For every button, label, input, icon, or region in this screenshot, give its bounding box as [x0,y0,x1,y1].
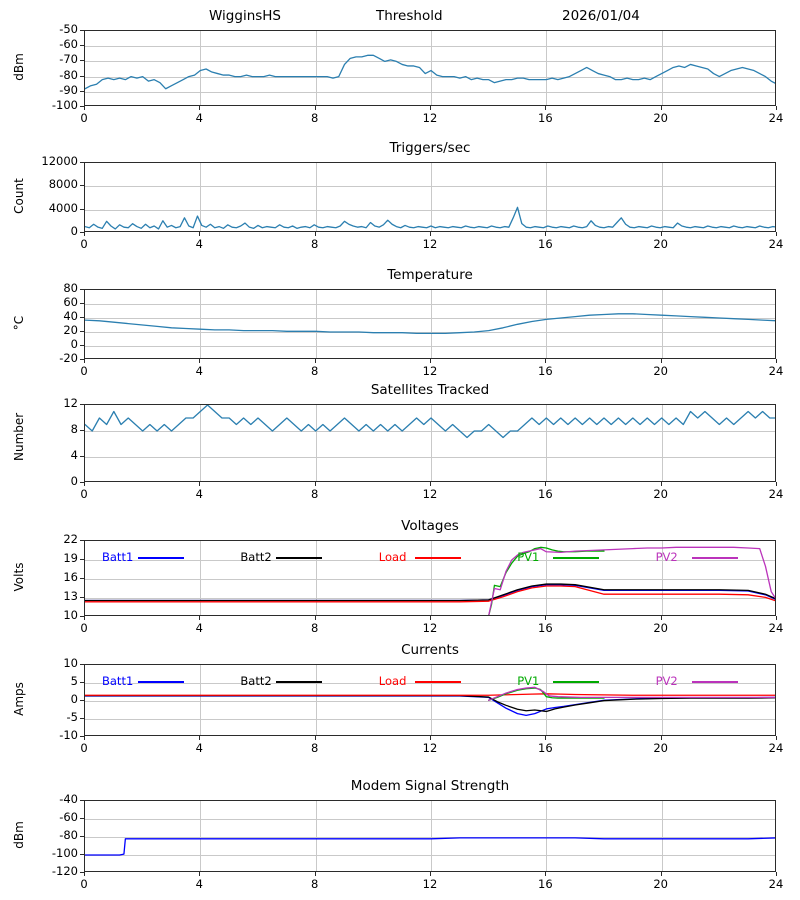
y-axis-label: Number [12,412,26,461]
y-tick-mark [80,718,84,719]
series-line [85,405,776,438]
x-tick-mark [661,482,662,486]
x-tick-mark [315,736,316,740]
x-tick-mark [84,106,85,110]
y-tick-label: -20 [59,351,78,365]
panel-title-5: Currents [401,642,459,658]
y-tick-label: 13 [63,589,78,603]
x-tick-mark [661,359,662,363]
data-series-layer [85,405,776,482]
x-tick-label: 16 [538,487,553,501]
legend-swatch-pv1 [553,681,599,683]
x-tick-label: 12 [422,741,438,755]
y-tick-label: 12000 [41,154,78,168]
x-tick-label: 16 [538,364,553,378]
x-tick-label: 0 [80,237,88,251]
x-tick-mark [545,232,546,236]
y-tick-mark [80,700,84,701]
x-tick-mark [315,482,316,486]
x-tick-label: 16 [538,237,553,251]
y-tick-label: -60 [59,37,78,52]
legend-swatch-load [415,557,461,559]
x-tick-mark [84,359,85,363]
series-line [85,314,776,334]
x-tick-label: 4 [195,364,203,378]
y-tick-mark [80,456,84,457]
x-tick-label: 8 [310,364,319,378]
x-tick-mark [199,736,200,740]
x-tick-mark [315,872,316,876]
y-tick-mark [80,303,84,304]
x-tick-mark [315,106,316,110]
y-tick-label: 8000 [48,177,78,192]
x-tick-mark [430,359,431,363]
y-tick-mark [80,30,84,31]
y-tick-mark [80,836,84,837]
x-tick-mark [776,232,777,236]
y-tick-label: -5 [66,710,78,724]
panel-title-4: Voltages [401,518,459,534]
x-tick-label: 16 [538,111,553,125]
x-tick-mark [430,106,431,110]
y-tick-label: -80 [59,828,78,842]
x-tick-mark [315,616,316,620]
panel-title-6: Modem Signal Strength [350,778,510,794]
x-tick-label: 16 [538,621,553,635]
plot-area-threshold [84,30,776,106]
legend-swatch-pv2 [692,681,738,683]
y-tick-mark [80,209,84,210]
x-tick-mark [84,616,85,620]
x-tick-mark [199,482,200,486]
x-tick-label: 8 [310,741,319,755]
x-tick-mark [430,872,431,876]
panel-title-3: Satellites Tracked [370,382,490,398]
x-tick-mark [661,232,662,236]
y-tick-mark [80,664,84,665]
x-tick-mark [545,616,546,620]
legend-swatch-pv2 [692,557,738,559]
y-tick-mark [80,317,84,318]
y-tick-mark [80,404,84,405]
x-tick-mark [661,106,662,110]
x-tick-mark [545,359,546,363]
y-tick-mark [80,162,84,163]
y-tick-label: 40 [63,309,78,323]
x-tick-label: 20 [653,364,668,378]
legend-label-pv2: PV2 [655,550,678,564]
y-tick-mark [80,345,84,346]
legend-label-pv1: PV1 [517,674,540,688]
y-tick-mark [80,578,84,579]
y-tick-mark [80,818,84,819]
x-tick-mark [545,482,546,486]
x-tick-label: 24 [768,111,784,125]
header-date: 2026/01/04 [562,8,640,24]
x-tick-mark [776,616,777,620]
legend-swatch-batt1 [138,681,184,683]
y-axis-label: °C [12,315,26,331]
legend-swatch-batt1 [138,557,184,559]
y-tick-mark [80,540,84,541]
x-tick-label: 12 [422,237,438,251]
y-tick-label: 0 [70,474,78,488]
x-tick-label: 12 [422,111,438,125]
x-tick-mark [199,872,200,876]
y-tick-label: 20 [63,323,78,337]
y-tick-label: 0 [70,337,78,351]
x-tick-label: 8 [310,237,319,251]
legend-label-pv1: PV1 [517,550,540,564]
y-tick-label: 5 [70,674,78,688]
x-tick-label: 24 [768,364,784,378]
y-tick-label: -40 [59,792,78,806]
y-tick-label: -90 [59,82,78,97]
data-series-layer [85,290,776,359]
panel-title-2: Temperature [387,267,473,283]
y-tick-mark [80,289,84,290]
y-tick-mark [80,331,84,332]
y-tick-label: 12 [63,396,78,410]
y-tick-label: -80 [59,67,78,82]
plot-area-satellites-tracked [84,404,776,482]
y-tick-label: -100 [51,98,78,112]
x-tick-mark [661,616,662,620]
legend-swatch-batt2 [276,681,322,683]
x-tick-mark [84,736,85,740]
x-tick-mark [776,359,777,363]
data-series-layer [85,31,776,106]
x-tick-mark [430,736,431,740]
y-tick-label: -50 [59,22,78,36]
x-tick-label: 12 [422,621,438,635]
x-tick-mark [776,482,777,486]
x-tick-label: 0 [80,364,88,378]
y-axis-label: Count [12,178,26,214]
x-tick-label: 20 [653,487,668,501]
x-tick-label: 12 [422,364,438,378]
x-tick-mark [430,616,431,620]
y-tick-mark [80,430,84,431]
y-tick-mark [80,597,84,598]
x-tick-label: 4 [195,741,203,755]
legend-swatch-batt2 [276,557,322,559]
data-series-layer [85,163,776,232]
y-tick-mark [80,76,84,77]
legend-label-batt2: Batt2 [240,674,272,688]
x-tick-mark [315,232,316,236]
x-tick-label: 0 [80,111,88,125]
x-tick-label: 0 [80,487,88,501]
x-tick-label: 20 [653,111,668,125]
y-tick-label: -120 [51,864,78,878]
y-tick-mark [80,800,84,801]
series-load [85,694,776,695]
legend-label-pv2: PV2 [655,674,678,688]
y-tick-label: 0 [70,224,78,238]
x-tick-label: 8 [310,111,319,125]
legend-swatch-pv1 [553,557,599,559]
legend-label-batt1: Batt1 [102,550,134,564]
y-tick-label: 0 [70,692,78,706]
x-tick-label: 20 [653,621,668,635]
x-tick-label: 4 [195,487,203,501]
x-tick-label: 0 [80,877,88,891]
x-tick-label: 24 [768,237,784,251]
y-tick-label: -70 [59,52,78,67]
x-tick-label: 12 [422,487,438,501]
data-series-layer [85,801,776,872]
x-tick-label: 24 [768,877,784,891]
x-tick-mark [545,106,546,110]
y-tick-label: 22 [63,532,78,546]
x-tick-mark [199,359,200,363]
x-tick-mark [545,872,546,876]
x-tick-label: 4 [195,877,203,891]
x-tick-mark [661,736,662,740]
plot-area-triggers-sec [84,162,776,232]
series-line [85,207,776,229]
y-axis-label: dBm [12,53,26,81]
y-tick-mark [80,185,84,186]
header-mode: Threshold [376,8,443,24]
x-tick-mark [315,359,316,363]
y-tick-label: 16 [63,570,78,584]
x-tick-label: 20 [653,237,668,251]
y-axis-label: Volts [12,562,26,592]
y-tick-mark [80,60,84,61]
y-tick-label: 4000 [48,200,78,215]
x-tick-mark [84,872,85,876]
x-tick-label: 16 [538,741,553,755]
x-tick-label: 0 [80,741,88,755]
y-tick-mark [80,45,84,46]
y-tick-label: 80 [63,281,78,295]
x-tick-label: 20 [653,877,668,891]
y-tick-label: -10 [59,728,78,742]
x-tick-label: 20 [653,741,668,755]
x-tick-label: 8 [310,621,319,635]
legend-label-batt1: Batt1 [102,674,134,688]
x-tick-mark [776,872,777,876]
y-axis-label: dBm [12,821,26,849]
x-tick-label: 8 [310,487,319,501]
x-tick-mark [84,482,85,486]
x-tick-label: 8 [310,877,319,891]
y-tick-mark [80,91,84,92]
legend-label-batt2: Batt2 [240,550,272,564]
x-tick-label: 4 [195,111,203,125]
y-tick-label: -60 [59,810,78,824]
x-tick-label: 4 [195,621,203,635]
header-site: WigginsHS [209,8,282,24]
plot-area-temperature [84,289,776,359]
y-tick-label: 4 [70,448,78,462]
panel-title-1: Triggers/sec [389,140,471,156]
series-line [85,838,776,855]
x-tick-mark [776,106,777,110]
x-tick-mark [661,872,662,876]
y-tick-mark [80,682,84,683]
series-batt1 [85,585,776,601]
x-tick-label: 12 [422,877,438,891]
y-tick-label: 8 [70,422,78,436]
plot-area-modem-signal-strength [84,800,776,872]
x-tick-mark [545,736,546,740]
y-tick-label: 60 [63,295,78,309]
series-batt2 [85,584,776,600]
x-tick-label: 24 [768,621,784,635]
y-tick-mark [80,854,84,855]
series-load [85,586,776,602]
x-tick-label: 4 [195,237,203,251]
y-tick-label: 10 [63,608,78,622]
x-tick-label: 0 [80,621,88,635]
y-tick-label: -100 [51,846,78,860]
x-tick-mark [199,106,200,110]
series-line [85,55,776,88]
x-tick-label: 24 [768,487,784,501]
x-tick-label: 16 [538,877,553,891]
y-tick-mark [80,559,84,560]
y-tick-label: 19 [63,551,78,565]
x-tick-label: 24 [768,741,784,755]
legend-swatch-load [415,681,461,683]
x-tick-mark [430,232,431,236]
x-tick-mark [430,482,431,486]
x-tick-mark [199,232,200,236]
legend-label-load: Load [378,550,407,564]
legend-label-load: Load [378,674,407,688]
y-tick-label: 10 [63,656,78,670]
x-tick-mark [84,232,85,236]
x-tick-mark [776,736,777,740]
y-axis-label: Amps [12,682,26,716]
x-tick-mark [199,616,200,620]
